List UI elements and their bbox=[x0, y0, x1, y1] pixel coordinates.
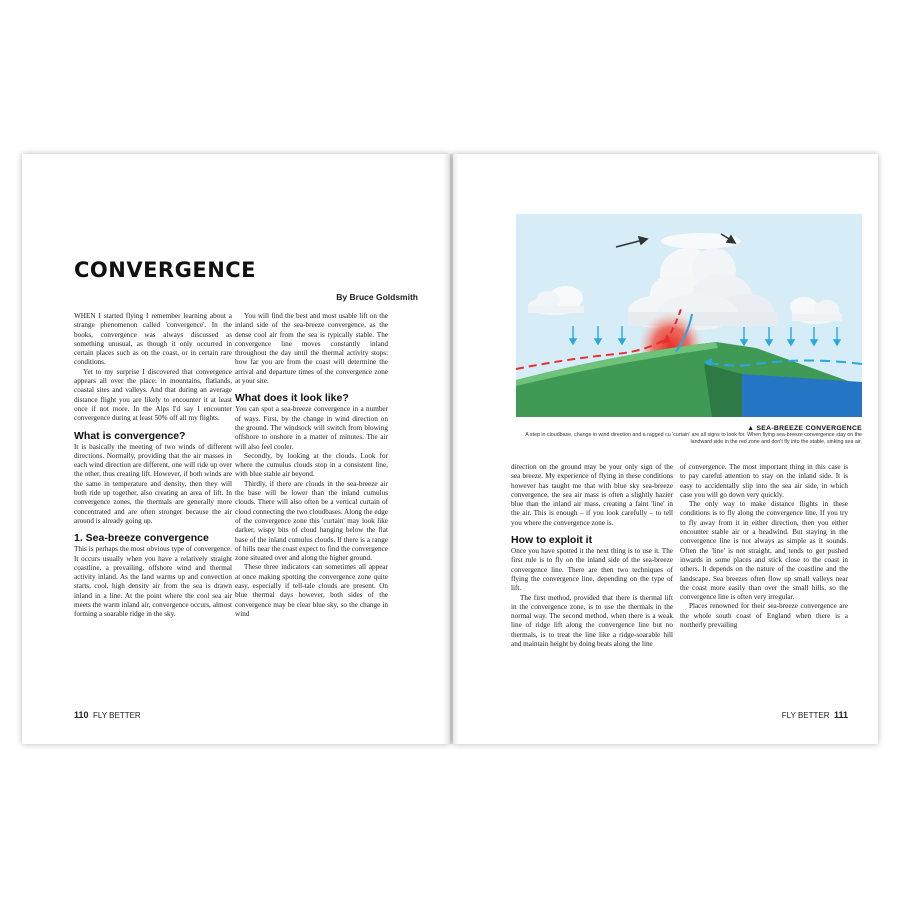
intro-paragraph: Yet to my surprise I discovered that convergence appears all over the place: in mountains, flatlands, coastal sites and valleys. And that during an average distance flight you are likely to encounter it at least once if not more. In the Alps I'd say I encounter convergence during at least 50% off all my flights. bbox=[74, 367, 232, 423]
right-column-2 bbox=[680, 463, 848, 630]
heading-how-to-exploit-it: How to exploit it bbox=[511, 534, 593, 547]
body-paragraph: The first method, provided that there is thermal lift in the convergence zone, is to use the thermals in the normal way. The second method, when there is a weak line of ridge lift along the convergence line but no thermals, is to treat the line like a ridge-soarable hill and maintain height by doing beats along the line bbox=[511, 593, 673, 649]
left-column-2 bbox=[235, 312, 388, 619]
magazine-name: FLY BETTER bbox=[781, 711, 830, 720]
body-paragraph: This is perhaps the most obvious type of convergence. It occurs usually when you have a relatively straight coastline, a prevailing, offshore wind and thermal activity inland. As the land warms up and convection starts, cool, high density air from the sea is drawn inland in a line. At the point where the cool sea air meets the warm inland air, convergence occurs, almost forming a soarable ridge in the sky. bbox=[74, 545, 232, 619]
left-page bbox=[22, 154, 450, 744]
caption-title: ▲ SEA-BREEZE CONVERGENCE bbox=[747, 425, 862, 432]
body-paragraph: Once you have spotted it the next thing is to use it. The first rule is to fly on the inland side of the sea-breeze convergence line. There are then two techniques of flying the convergence line, depending on the type of lift. bbox=[511, 547, 673, 593]
sea-breeze-illustration bbox=[516, 214, 862, 417]
caption-title-text: SEA-BREEZE CONVERGENCE bbox=[756, 425, 862, 432]
heading-sea-breeze-convergence: 1. Sea-breeze convergence bbox=[74, 532, 209, 545]
body-paragraph: You will find the best and most usable lift on the inland side of the sea-breeze convergence, as the dense cool air from the sea is typically stable. The convergence line moves constantly inland throughout the day until the thermal activity stops: how far you are from the coast will determine the arrival and departure times of the convergence zone at your site. bbox=[235, 312, 388, 386]
heading-what-is-convergence: What is convergence? bbox=[74, 429, 186, 442]
spine-shadow bbox=[443, 154, 459, 744]
figure-caption bbox=[511, 425, 862, 446]
right-folio bbox=[782, 710, 848, 720]
body-paragraph: These three indicators can sometimes all appear at once making spotting the convergence zone quite easy, especially if tell-tale clouds are present. On blue thermal days however, both sides of the convergence may be clear blue sky, so the change in wind bbox=[235, 563, 388, 618]
body-paragraph: You can spot a sea-breeze convergence in a number of ways. First, by the change in wind direction on the ground. The windsock will switch from blowing offshore to onshore in a matter of minutes. The air will also feel cooler. bbox=[235, 405, 388, 451]
caption-text: A step in cloudbase, change in wind direction and a ragged cu 'curtain' are all signs to look for. When flying sea-breeze convergence stay on the landward side in the red zone and don't fly into the stable, sinking sea air. bbox=[525, 432, 862, 445]
intro-paragraph: WHEN I started flying I remember learning about a strange phenomenon called 'convergence'. In the books, convergence was always discussed as something unusual, as though it only occurred in certain places such as on the coast, or in certain rare conditions. bbox=[74, 312, 232, 367]
left-folio bbox=[74, 710, 141, 720]
heading-what-does-it-look-like: What does it look like? bbox=[235, 392, 349, 405]
right-page bbox=[453, 154, 878, 744]
body-paragraph: It is basically the meeting of two winds of different directions. Normally, providing that the air masses in each wind direction are different, one will ride up over the other, thus creating lift. However, if both winds are the same in temperature and density, then they will both ride up together, also creating an area of lift. In convergence zones, the thermals are generally more concentrated and are often stronger because the air around is already going up. bbox=[74, 442, 232, 525]
body-paragraph: Secondly, by looking at the clouds. Look for where the cumulus clouds stop in a consistent line, with blue stable air beyond. bbox=[235, 451, 388, 479]
body-paragraph: The only way to make distance flights in these conditions is to fly along the convergence line. If you try to fly away from it in either direction, then you either encounter stable air or a headwind. But staying in the convergence line is not always as simple as it sounds. Often the 'line' is not straight, and tends to get pushed inwards in some places and stick close to the coast in others. It depends on the nature of the coastline and the landscape. Sea breezes often flow up small valleys near the coast more easily than over the small hills, so the convergence line is often very irregular. bbox=[680, 500, 848, 602]
magazine-spread bbox=[22, 154, 878, 744]
body-paragraph: Places renowned for their sea-breeze convergence are the whole south coast of England when there is a northerly prevailing bbox=[680, 602, 848, 630]
convergence-diagram bbox=[516, 214, 862, 417]
article-title: CONVERGENCE bbox=[74, 258, 257, 282]
body-paragraph: of convergence. The most important thing in this case is to pay careful attention to stay on the inland side. It is easy to accidentally slip into the sea air side, in which case you will go down very quickly. bbox=[680, 463, 848, 499]
byline: By Bruce Goldsmith bbox=[336, 292, 418, 302]
page-number: 111 bbox=[833, 710, 848, 720]
page-number: 110 bbox=[74, 710, 89, 720]
right-column-1 bbox=[511, 463, 673, 649]
magazine-name: FLY BETTER bbox=[92, 711, 141, 720]
left-column-1 bbox=[74, 312, 232, 620]
body-paragraph: direction on the ground may be your only sign of the sea breeze. My experience of flying in these conditions however has taught me that with blue sky sea-breeze convergence, the sea air mass is often a slightly hazier blue than the inland air mass, creating a faint 'line' in the air. This is enough – if you look carefully – to tell you where the convergence zone is. bbox=[511, 463, 673, 527]
body-paragraph: Thirdly, if there are clouds in the sea-breeze air the base will be lower than the inland cumulus clouds. There will also often be a vertical curtain of cloud connecting the two cloudbases. Along the edge of the convergence zone this 'curtain' may look like darker, wispy bits of cloud hanging below the flat base of the inland cumulus clouds. If there is a range of hills near the coast expect to find the convergence zone situated over and along the higher ground. bbox=[235, 479, 388, 563]
